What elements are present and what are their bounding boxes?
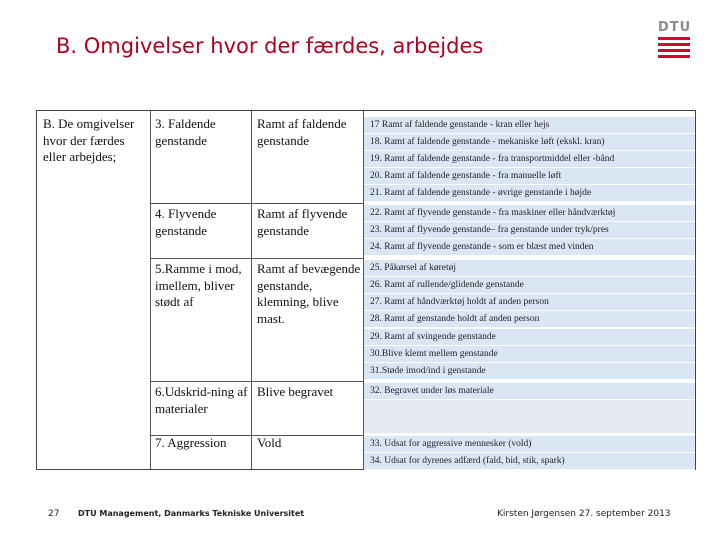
subcategory-row: 28. Ramt af genstande holdt af anden person [364,311,695,328]
logo-bars [658,37,690,58]
subcategory-row: 27. Ramt af håndværktøj holdt af anden person [364,294,695,311]
subcategory-row: 18. Ramt af faldende genstande - mekaniske løft (ekskl. kran) [364,134,695,151]
hazard-table [36,110,696,470]
footer-author-date: Kirsten Jørgensen 27. september 2013 [497,509,671,519]
category-heading: B. De omgivelser hvor der færdes eller arbejdes; [43,116,135,164]
subcategory-row: 25. Påkørsel af køretøj [364,260,695,277]
group-description: Ramt af flyvende genstande [257,206,348,238]
subcategory-row: 32. Begravet under løs materiale [364,383,695,400]
group-category: 5.Ramme i mod, imellem, bliver stødt af [155,261,242,309]
subcategory-row: 29. Ramt af svingende genstande [364,329,695,346]
group-category: 7. Aggression [155,435,227,450]
group-description: Vold [257,435,282,450]
subcategory-row: 23. Ramt af flyvende genstande– fra genstande under tryk/pres [364,222,695,239]
subcategory-row-empty [364,400,695,434]
footer-organization: DTU Management, Danmarks Tekniske Universitet [78,509,305,518]
subcategory-row: 30.Blive klemt mellem genstande [364,346,695,363]
slide-title: B. Omgivelser hvor der færdes, arbejdes [56,34,484,58]
group-category: 4. Flyvende genstande [155,206,217,238]
group-category: 3. Faldende genstande [155,116,216,148]
subcategory-row: 26. Ramt af rullende/glidende genstande [364,277,695,294]
page-number: 27 [48,509,60,519]
subcategory-row: 20. Ramt af faldende genstande - fra manuelle løft [364,168,695,185]
subcategory-row: 22. Ramt af flyvende genstande - fra maskiner eller håndværktøj [364,205,695,222]
dtu-logo [658,20,690,64]
subcategory-row: 21. Ramt af faldende genstande - øvrige genstande i højde [364,185,695,202]
logo-text: DTU [658,20,692,35]
subcategory-row: 19. Ramt af faldende genstande - fra transportmiddel eller -bånd [364,151,695,168]
subcategory-row: 31.Støde imod/ind i genstande [364,363,695,380]
group-description: Blive begravet [257,384,334,399]
subcategory-row: 24. Ramt af flyvende genstande - som er blæst med vinden [364,239,695,256]
group-category: 6.Udskrid-ning af materialer [155,384,248,416]
subcategory-row: 17 Ramt af faldende genstande - kran eller hejs [364,117,695,134]
subcategory-row: 34. Udsat for dyrenes adfærd (fald, bid, stik, spark) [364,453,695,470]
subcategory-row: 33. Udsat for aggressive mennesker (vold) [364,436,695,453]
group-description: Ramt af faldende genstande [257,116,347,148]
subcategory-list [364,111,695,469]
group-description: Ramt af bevægende genstande, klemning, blive mast. [257,261,361,326]
